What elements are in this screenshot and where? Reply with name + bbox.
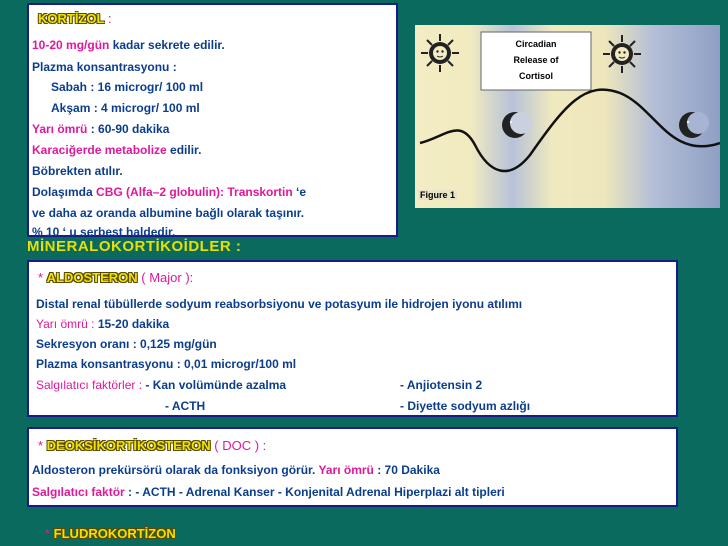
aldosteron-factor-sodium: - Diyette sodyum azlığı <box>400 399 531 413</box>
kortizol-line-3: Sabah : 16 microgr/ 100 ml <box>51 80 204 94</box>
doc-precursor-text: Aldosteron prekürsörü olarak da fonksiyon görür. <box>32 463 319 477</box>
aldosteron-line-1: Distal renal tübüllerde sodyum reabsorbsiyonu ve potasyum ile hidrojen iyonu atılımı <box>36 297 523 311</box>
kortizol-transport-c: ‘e <box>292 185 307 199</box>
aldosteron-halflife-sep: : <box>87 317 98 331</box>
aldosteron-title-suffix: ( Major ): <box>137 270 194 285</box>
kortizol-line-6 <box>32 143 201 157</box>
kortizol-transport-a: Dolaşımda <box>32 185 97 199</box>
doc-star: * <box>38 438 47 453</box>
aldosteron-factors-sep: : <box>135 378 146 392</box>
figure-title-line-2: Release of <box>513 55 559 65</box>
aldosteron-factors-label: Salgılatıcı faktörler <box>36 378 136 392</box>
aldosteron-factor-angiotensin: - Anjiotensin 2 <box>400 378 483 392</box>
circadian-figure <box>415 25 720 208</box>
doc-factor-label: Salgılatıcı faktör <box>32 485 125 499</box>
aldosteron-line-5 <box>36 378 286 392</box>
doc-box <box>27 427 678 507</box>
doc-title: DEOKSİKORTİKOSTERON <box>46 438 211 453</box>
mineralokortikoidler-heading: MİNERALOKORTİKOİDLER : <box>27 238 242 255</box>
aldosteron-box <box>27 260 678 417</box>
circadian-figure-image <box>415 25 720 208</box>
kortizol-dose: 10-20 mg/gün <box>32 38 110 52</box>
figure-caption: Figure 1 <box>420 190 456 200</box>
aldosteron-factor-volume: - Kan volümünde azalma <box>145 378 287 392</box>
doc-halflife-value: : 70 Dakika <box>373 463 440 477</box>
aldosteron-halflife-value: 15-20 dakika <box>97 317 170 331</box>
figure-title-line-3: Cortisol <box>518 71 553 81</box>
kortizol-line-5 <box>32 122 169 136</box>
aldosteron-halflife-label: Yarı ömrü <box>36 317 88 331</box>
kortizol-transport-cbg: CBG (Alfa–2 globulin): Transkortin <box>96 185 293 199</box>
kortizol-line-10: % 10 ‘ u serbest haldedir. <box>32 225 176 239</box>
kortizol-metabolism-text: edilir. <box>166 143 202 157</box>
kortizol-title-line <box>38 11 112 26</box>
kortizol-line-9: ve daha az oranda albumine bağlı olarak taşınır. <box>32 206 305 220</box>
kortizol-line-4: Akşam : 4 microgr/ 100 ml <box>51 101 200 115</box>
fludro-line <box>45 526 176 541</box>
kortizol-line-8 <box>32 185 306 199</box>
fludro-star: * <box>45 526 54 541</box>
doc-title-suffix: ( DOC ) : <box>210 438 267 453</box>
aldosteron-factor-acth: - ACTH <box>165 399 206 413</box>
kortizol-title: KORTİZOL <box>38 11 105 26</box>
aldosteron-star: * <box>38 270 47 285</box>
aldosteron-line-3: Sekresyon oranı : 0,125 mg/gün <box>36 337 217 351</box>
aldosteron-line-4: Plazma konsantrasyonu : 0,01 microgr/100 ml <box>36 357 297 371</box>
aldosteron-title-line <box>38 270 193 285</box>
doc-line-2 <box>32 485 505 499</box>
kortizol-line-7: Böbrekten atılır. <box>32 164 123 178</box>
kortizol-halflife-label: Yarı ömrü <box>32 122 88 136</box>
doc-line-1 <box>32 463 440 477</box>
aldosteron-title: ALDOSTERON <box>46 270 138 285</box>
kortizol-metabolism: Karaciğerde metabolize <box>32 143 167 157</box>
kortizol-title-suffix: : <box>104 11 112 26</box>
doc-halflife-label: Yarı ömrü <box>318 463 374 477</box>
doc-title-line <box>38 438 266 453</box>
kortizol-line-1 <box>32 38 225 52</box>
kortizol-line-2: Plazma konsantrasyonu : <box>32 60 177 74</box>
kortizol-box <box>27 3 398 237</box>
doc-factor-values: : - ACTH - Adrenal Kanser - Konjenital Adrenal Hiperplazi alt tipleri <box>124 485 505 499</box>
fludro-title: FLUDROKORTİZON <box>53 526 176 541</box>
figure-title-line-1: Circadian <box>515 39 557 49</box>
aldosteron-line-2 <box>36 317 169 331</box>
kortizol-halflife-value: : 60-90 dakika <box>87 122 170 136</box>
kortizol-dose-text: kadar sekrete edilir. <box>109 38 225 52</box>
